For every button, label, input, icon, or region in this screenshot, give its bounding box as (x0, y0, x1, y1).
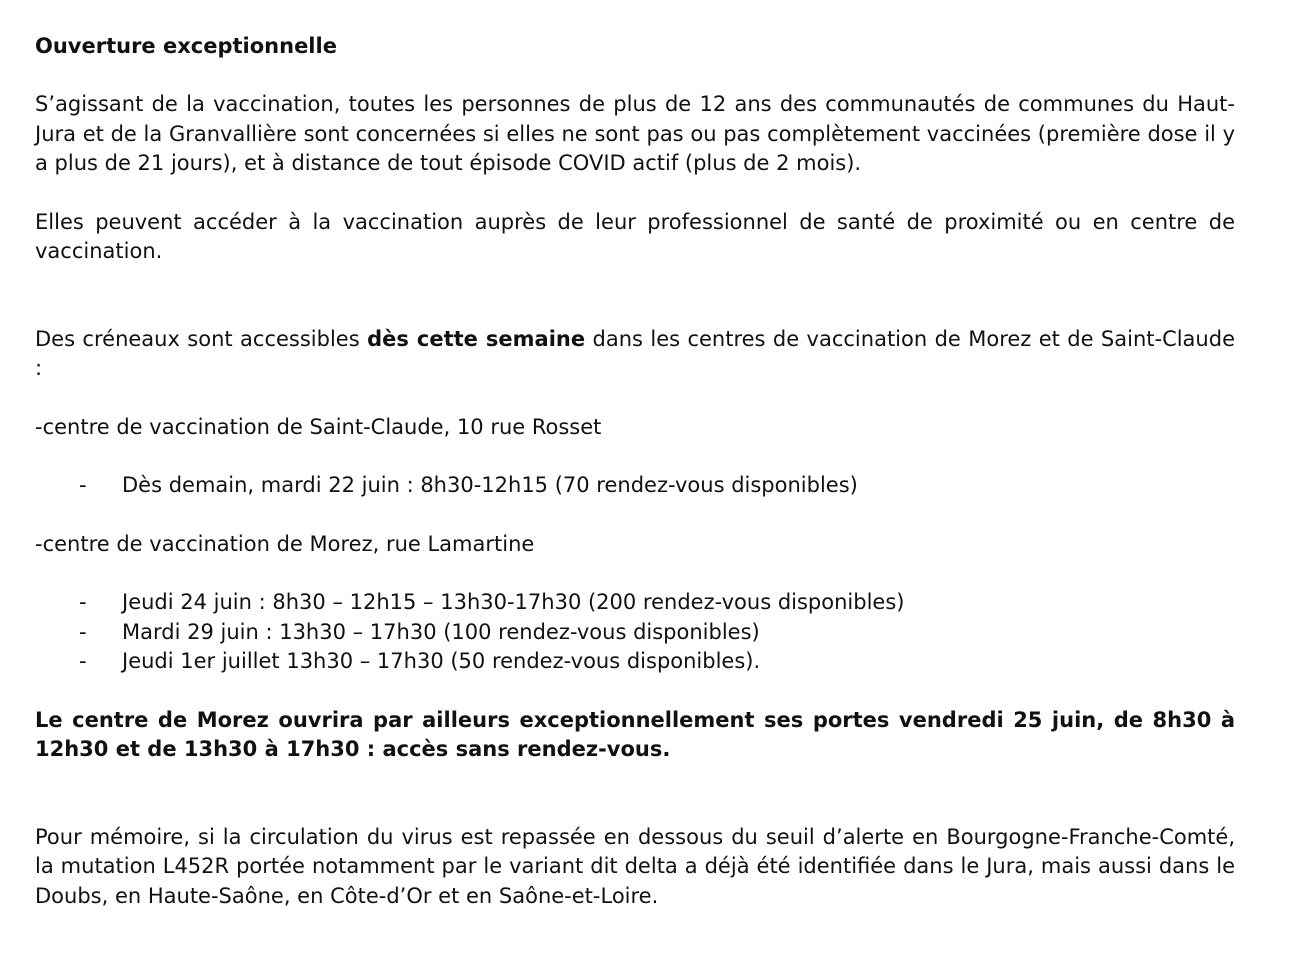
slots-text-before: Des créneaux sont accessibles (35, 326, 368, 351)
memo-paragraph: Pour mémoire, si la circulation du virus est repassée en dessous du seuil d’alerte en Bourgogne-Franche-Comté, la mutation L452R portée notamment par le variant dit delta a déjà été identifiée dans le Jura, mais aussi dans le Doubs, en Haute-Saône, en Côte-d’Or et en Saône-et-Loire. (35, 824, 1235, 908)
document-title: Ouverture exceptionnelle (35, 34, 337, 58)
slots-paragraph (35, 325, 1235, 384)
dash-bullet: - (79, 619, 87, 644)
dash-bullet: - (79, 473, 87, 497)
list-item-text: Jeudi 24 juin : 8h30 – 12h15 – 13h30-17h30 (200 rendez-vous disponibles) (122, 590, 905, 614)
dash-bullet: - (79, 649, 87, 673)
center-slots-saint-claude (35, 471, 1235, 501)
spacer (35, 179, 1235, 208)
notice-paragraph: Le centre de Morez ouvrira par ailleurs exceptionnellement ses portes vendredi 25 juin, de 8h30 à 12h30 et de 13h30 à 17h30 : accès sans rendez-vous. (35, 707, 1235, 761)
spacer (35, 384, 1235, 413)
list-item (35, 618, 1235, 648)
dash-bullet: - (79, 590, 87, 614)
center-heading-saint-claude: -centre de vaccination de Saint-Claude, 10 rue Rosset (35, 414, 602, 439)
list-item-text: Mardi 29 juin : 13h30 – 17h30 (100 rendez-vous disponibles) (122, 619, 760, 644)
list-item (35, 588, 1235, 618)
intro-paragraph: S’agissant de la vaccination, toutes les personnes de plus de 12 ans des communautés de communes du Haut-Jura et de la Granvallière sont concernées si elles ne sont pas ou pas complètement vaccinées (première dose il y a plus de 21 jours), et à distance de tout épisode COVID actif (plus de 2 mois). (35, 92, 1235, 175)
spacer (35, 267, 1235, 325)
list-item-text: Jeudi 1er juillet 13h30 – 17h30 (50 rendez-vous disponibles). (122, 649, 761, 673)
document-page (35, 32, 1235, 911)
center-heading-morez: -centre de vaccination de Morez, rue Lamartine (35, 531, 535, 556)
list-item (35, 471, 1235, 501)
slots-text-after: dans les centres de vaccination de Morez et de Saint-Claude : (35, 326, 1235, 380)
list-item (35, 647, 1235, 677)
spacer (35, 677, 1235, 706)
access-paragraph: Elles peuvent accéder à la vaccination auprès de leur professionnel de santé de proximité ou en centre de vaccination. (35, 209, 1235, 263)
center-slots-morez (35, 588, 1235, 677)
spacer (35, 559, 1235, 588)
spacer (35, 765, 1235, 823)
slots-emphasis: dès cette semaine (367, 326, 586, 351)
spacer (35, 442, 1235, 471)
list-item-text: Dès demain, mardi 22 juin : 8h30-12h15 (70 rendez-vous disponibles) (122, 473, 858, 497)
spacer (35, 501, 1235, 530)
